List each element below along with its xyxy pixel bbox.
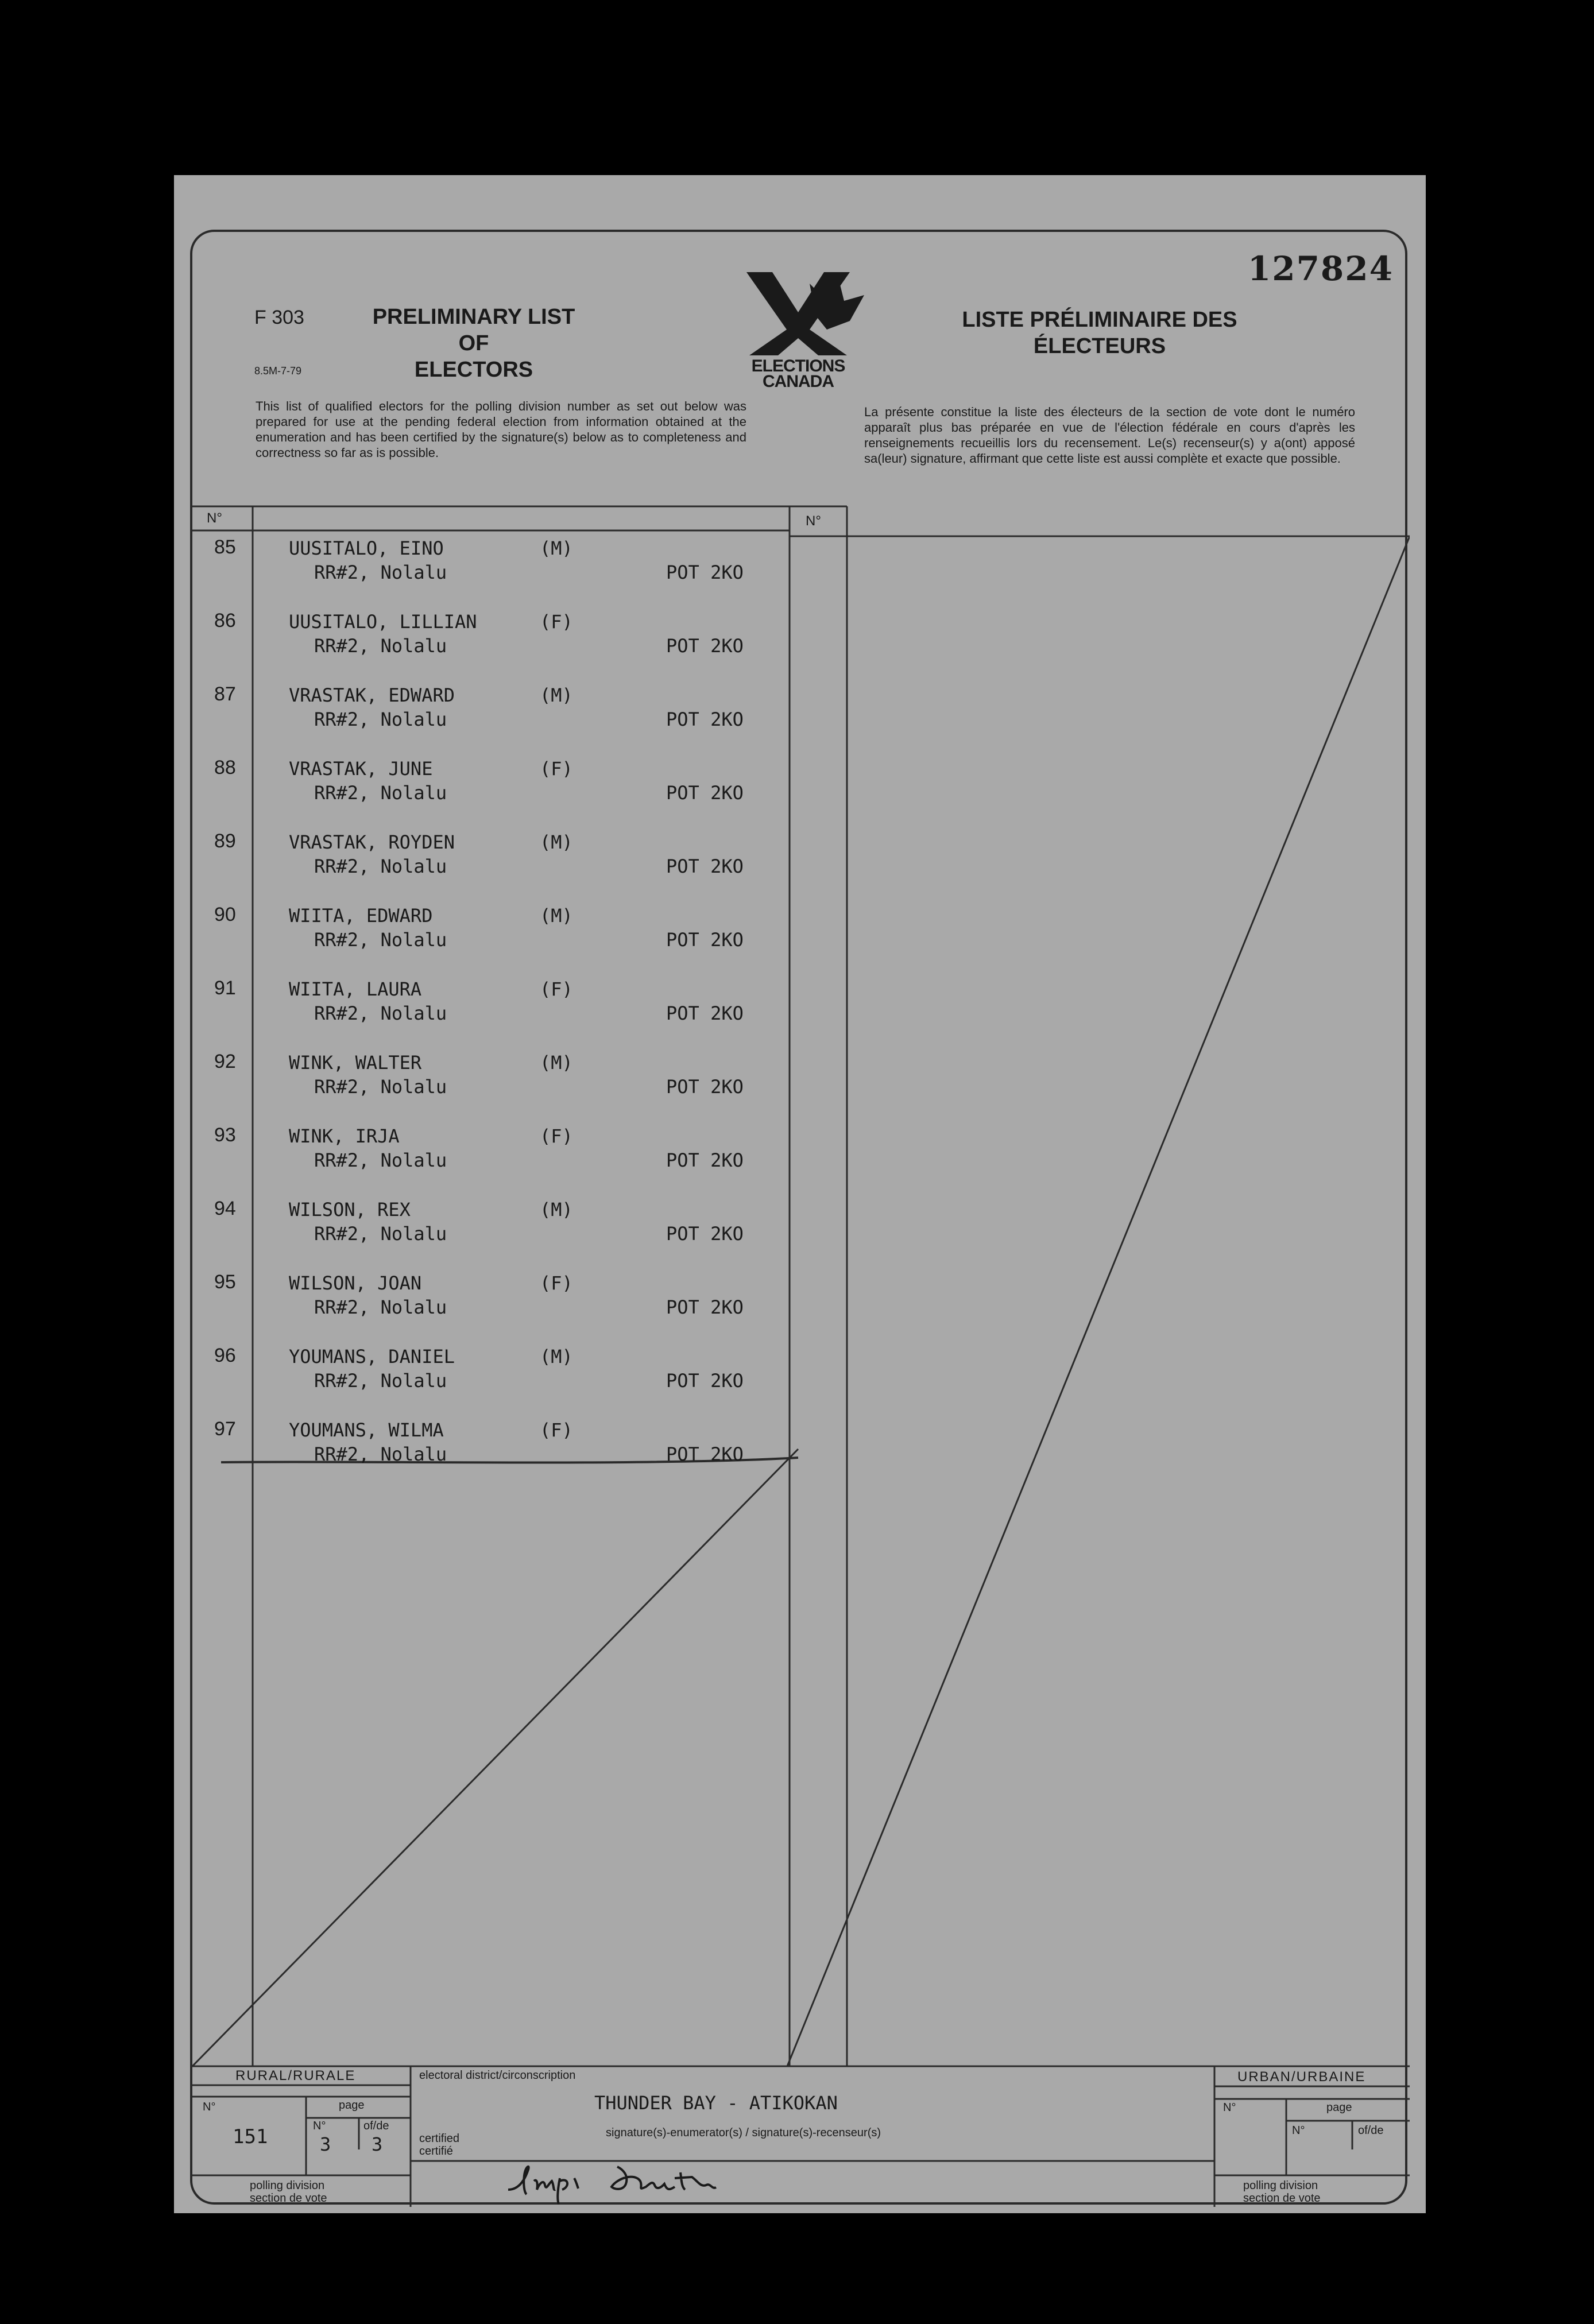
elector-list	[192, 536, 790, 1466]
urban-page-label: page	[1326, 2101, 1352, 2114]
elector-number: 94	[214, 1198, 236, 1219]
elector-address: RR#2, Nolalu	[314, 782, 447, 804]
urban-of-label: of/de	[1358, 2124, 1384, 2137]
elector-address: RR#2, Nolalu	[314, 855, 447, 877]
elector-sex: (F)	[540, 978, 573, 1000]
elector-sex: (M)	[540, 905, 573, 927]
list-item	[192, 1271, 790, 1345]
list-item	[192, 1418, 790, 1475]
elector-sex: (M)	[540, 684, 573, 706]
serial-number: 127824	[1247, 249, 1394, 288]
elector-number: 96	[214, 1345, 236, 1366]
certified-en: certified	[419, 2132, 460, 2145]
rural-page-no-label: N°	[313, 2120, 326, 2132]
title-french-line1: LISTE PRÉLIMINAIRE DES	[962, 308, 1237, 332]
elector-number: 87	[214, 683, 236, 705]
rural-page-label: page	[339, 2099, 365, 2112]
form-code: 8.5M-7-79	[254, 365, 302, 377]
elector-postal-code: POT 2KO	[666, 1370, 744, 1392]
list-item	[192, 1051, 790, 1124]
elector-name: UUSITALO, LILLIAN	[289, 611, 477, 633]
polling-division-number: 151	[233, 2125, 268, 2148]
list-item	[192, 904, 790, 977]
elector-name: VRASTAK, EDWARD	[289, 684, 455, 706]
elector-number: 85	[214, 536, 236, 558]
elector-postal-code: POT 2KO	[666, 635, 744, 657]
certified-fr: certifié	[419, 2145, 453, 2158]
elector-sex: (M)	[540, 537, 573, 559]
urban-polling-label-en: polling division	[1243, 2179, 1318, 2192]
elector-number: 93	[214, 1124, 236, 1146]
elector-number: 97	[214, 1418, 236, 1440]
elector-name: WINK, IRJA	[289, 1125, 400, 1147]
title-french-line2: ÉLECTEURS	[1033, 334, 1166, 358]
list-item	[192, 1345, 790, 1418]
elector-number: 86	[214, 610, 236, 632]
elector-number: 91	[214, 977, 236, 999]
elector-postal-code: POT 2KO	[666, 1443, 744, 1465]
elector-sex: (F)	[540, 1125, 573, 1147]
elector-address: RR#2, Nolalu	[314, 929, 447, 951]
elector-number: 88	[214, 757, 236, 778]
urban-polling-label	[1243, 2179, 1321, 2205]
elector-postal-code: POT 2KO	[666, 929, 744, 951]
signature-scribble	[502, 2149, 801, 2207]
list-item	[192, 536, 790, 610]
elector-postal-code: POT 2KO	[666, 782, 744, 804]
elector-address: RR#2, Nolalu	[314, 561, 447, 583]
column-no-left: N°	[207, 510, 222, 526]
elector-postal-code: POT 2KO	[666, 561, 744, 583]
urban-no-label: N°	[1223, 2101, 1236, 2114]
list-item	[192, 1124, 790, 1198]
elector-sex: (M)	[540, 1052, 573, 1074]
elector-name: YOUMANS, WILMA	[289, 1419, 444, 1441]
page-number: 3	[320, 2133, 331, 2155]
elector-name: YOUMANS, DANIEL	[289, 1346, 455, 1368]
title-english-line1: PRELIMINARY LIST OF	[372, 305, 575, 355]
elector-address: RR#2, Nolalu	[314, 1443, 447, 1465]
enumerator-signature	[502, 2149, 801, 2207]
intro-french: La présente constitue la liste des électeurs de la section de vote dont le numéro apparaît plus bas préparée en vue de l'élection fédérale en cours d'après les renseignements recueillis lors du recensement. Le(s) recenseur(s) y a(ont) apposé sa(leur) signature, affirmant que cette liste est aussi complète et exacte que possible.	[864, 405, 1355, 466]
elector-sex: (M)	[540, 831, 573, 853]
elector-name: WILSON, REX	[289, 1199, 411, 1221]
form-sheet	[174, 175, 1426, 2213]
elector-address: RR#2, Nolalu	[314, 1370, 447, 1392]
signature-label: signature(s)-enumerator(s) / signature(s)-recenseur(s)	[606, 2127, 881, 2139]
logo-text-line1: ELECTIONS	[751, 357, 845, 375]
elector-name: WINK, WALTER	[289, 1052, 422, 1074]
elector-name: WIITA, LAURA	[289, 978, 422, 1000]
district-value: THUNDER BAY - ATIKOKAN	[594, 2092, 838, 2114]
elector-name: UUSITALO, EINO	[289, 537, 444, 559]
elector-sex: (F)	[540, 1272, 573, 1294]
elector-name: VRASTAK, ROYDEN	[289, 831, 455, 853]
district-label: electoral district/circonscription	[419, 2069, 576, 2082]
title-english-line2: ELECTORS	[414, 358, 533, 382]
list-item	[192, 757, 790, 830]
elector-name: WIITA, EDWARD	[289, 905, 433, 927]
list-item	[192, 977, 790, 1051]
elector-address: RR#2, Nolalu	[314, 1002, 447, 1024]
elector-postal-code: POT 2KO	[666, 708, 744, 730]
elector-sex: (M)	[540, 1199, 573, 1221]
column-no-right: N°	[806, 513, 821, 529]
elector-postal-code: POT 2KO	[666, 1223, 744, 1245]
rural-polling-label	[250, 2179, 327, 2205]
elector-number: 89	[214, 830, 236, 852]
list-item	[192, 610, 790, 683]
elector-address: RR#2, Nolalu	[314, 1296, 447, 1318]
elector-sex: (F)	[540, 1419, 573, 1441]
rural-label: RURAL/RURALE	[235, 2068, 356, 2083]
elector-postal-code: POT 2KO	[666, 1002, 744, 1024]
rural-of-label: of/de	[363, 2120, 389, 2132]
elector-sex: (F)	[540, 758, 573, 780]
urban-page-no-label: N°	[1292, 2124, 1305, 2137]
elector-number: 90	[214, 904, 236, 925]
elector-name: VRASTAK, JUNE	[289, 758, 433, 780]
elector-address: RR#2, Nolalu	[314, 1149, 447, 1171]
elector-address: RR#2, Nolalu	[314, 635, 447, 657]
elector-address: RR#2, Nolalu	[314, 708, 447, 730]
elector-number: 95	[214, 1271, 236, 1293]
rural-no-label: N°	[203, 2101, 216, 2113]
polling-label-en: polling division	[250, 2179, 325, 2192]
urban-polling-label-fr: section de vote	[1243, 2192, 1321, 2205]
elector-address: RR#2, Nolalu	[314, 1076, 447, 1098]
urban-label: URBAN/URBAINE	[1237, 2069, 1366, 2085]
certified-label	[419, 2132, 459, 2158]
elector-name: WILSON, JOAN	[289, 1272, 422, 1294]
page-of: 3	[372, 2133, 383, 2155]
list-item	[192, 1198, 790, 1271]
polling-label-fr: section de vote	[250, 2192, 327, 2205]
list-item	[192, 830, 790, 904]
elector-sex: (F)	[540, 611, 573, 633]
elector-postal-code: POT 2KO	[666, 1149, 744, 1171]
elector-postal-code: POT 2KO	[666, 855, 744, 877]
list-item	[192, 683, 790, 757]
form-number: F 303	[254, 307, 304, 328]
logo-text-line2: CANADA	[763, 372, 834, 391]
elector-postal-code: POT 2KO	[666, 1296, 744, 1318]
intro-english: This list of qualified electors for the polling division number as set out below was prepared for use at the pending federal election from information obtained at the enumeration and has been certified by the signature(s) below as to completeness and correctness so far as is possible.	[256, 399, 746, 460]
elector-postal-code: POT 2KO	[666, 1076, 744, 1098]
elector-address: RR#2, Nolalu	[314, 1223, 447, 1245]
elector-number: 92	[214, 1051, 236, 1072]
form-border	[190, 230, 1407, 2205]
elector-sex: (M)	[540, 1346, 573, 1368]
